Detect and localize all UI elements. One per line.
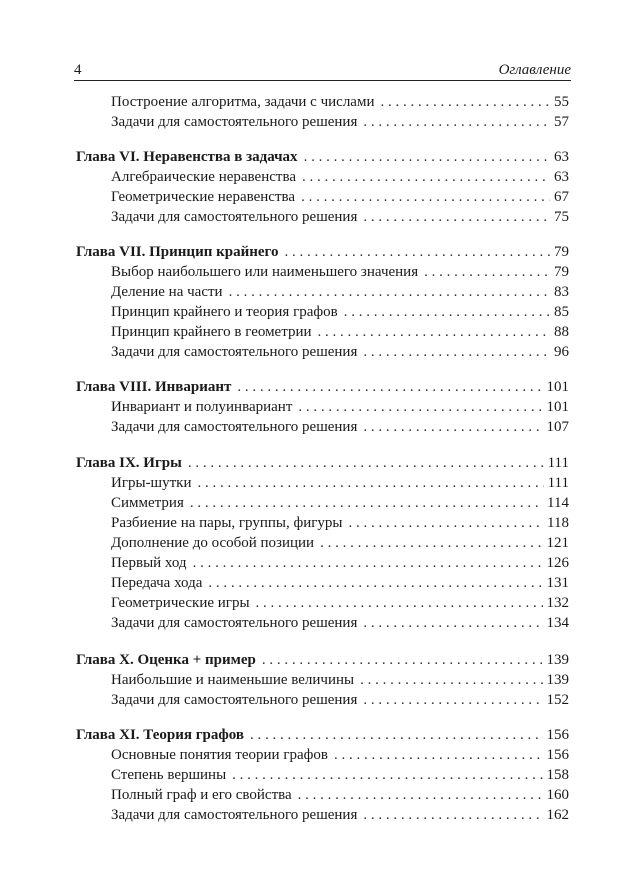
toc-entry-title: Передача хода: [111, 575, 203, 591]
toc-chapter-row: [76, 147, 569, 167]
dot-leader: [318, 322, 550, 342]
toc-page-number: 88: [554, 324, 569, 340]
toc-page-number: 111: [547, 475, 569, 491]
dot-leader: [256, 593, 543, 613]
toc-entry-title: Задачи для самостоятельного решения: [111, 209, 358, 225]
dot-leader: [304, 147, 550, 167]
toc-page-number: 131: [546, 575, 569, 591]
toc-page-number: 107: [546, 419, 569, 435]
toc-section-row: [111, 493, 569, 513]
toc-section-row: [111, 573, 569, 593]
toc-entry-title: Задачи для самостоятельного решения: [111, 344, 358, 360]
toc-page-number: 67: [554, 189, 569, 205]
toc-chapter-row: [76, 650, 569, 670]
toc-section-row: [111, 322, 569, 342]
toc-page-number: 85: [554, 304, 569, 320]
toc-page-number: 75: [554, 209, 569, 225]
toc-page-number: 96: [554, 344, 569, 360]
dot-leader: [298, 785, 543, 805]
toc-page-number: 55: [554, 94, 569, 110]
dot-leader: [380, 92, 550, 112]
toc-entry-title: Геометрические игры: [111, 595, 250, 611]
toc-page-number: 63: [554, 169, 569, 185]
toc-page-number: 134: [546, 615, 569, 631]
toc-entry-title: Полный граф и его свойства: [111, 787, 292, 803]
toc-entry-title: Глава VII. Принцип крайнего: [76, 244, 279, 260]
dot-leader: [363, 613, 542, 633]
toc-section-row: [111, 417, 569, 437]
page-number: 4: [74, 62, 82, 78]
toc-section-row: [111, 187, 569, 207]
toc-section-row: [111, 167, 569, 187]
toc-entry-title: Глава XI. Теория графов: [76, 727, 244, 743]
dot-leader: [298, 397, 542, 417]
dot-leader: [193, 553, 543, 573]
toc-section-row: [111, 553, 569, 573]
toc-entry-title: Разбиение на пары, группы, фигуры: [111, 515, 343, 531]
dot-leader: [344, 302, 550, 322]
toc-page-number: 83: [554, 284, 569, 300]
dot-leader: [334, 745, 543, 765]
toc-entry-title: Основные понятия теории графов: [111, 747, 328, 763]
toc-page-number: 158: [546, 767, 569, 783]
toc-page-number: 79: [554, 244, 569, 260]
toc-page-number: 126: [546, 555, 569, 571]
toc-chapter-row: [76, 242, 569, 262]
toc-section-row: [111, 342, 569, 362]
toc-section-row: [111, 513, 569, 533]
toc-page-number: 101: [546, 399, 569, 415]
toc-entry-title: Игры-шутки: [111, 475, 192, 491]
toc-section-row: [111, 112, 569, 132]
dot-leader: [348, 513, 543, 533]
dot-leader: [190, 493, 543, 513]
dot-leader: [360, 670, 542, 690]
toc-section-row: [111, 785, 569, 805]
toc-chapter-row: [76, 377, 569, 397]
toc-entry-title: Геометрические неравенства: [111, 189, 296, 205]
toc-page-number: 79: [554, 264, 569, 280]
dot-leader: [363, 417, 542, 437]
toc-entry-title: Принцип крайнего и теория графов: [111, 304, 338, 320]
toc-entry-title: Глава IX. Игры: [76, 455, 182, 471]
toc-page-number: 156: [546, 727, 569, 743]
toc-page-number: 63: [554, 149, 569, 165]
toc-page-number: 111: [547, 455, 569, 471]
toc-page-number: 132: [546, 595, 569, 611]
toc-page-number: 160: [546, 787, 569, 803]
dot-leader: [237, 377, 542, 397]
toc-section-row: [111, 262, 569, 282]
dot-leader: [363, 805, 542, 825]
dot-leader: [320, 533, 542, 553]
toc-entry-title: Дополнение до особой позиции: [111, 535, 315, 551]
toc-entry-title: Принцип крайнего в геометрии: [111, 324, 312, 340]
toc-page-number: 162: [546, 807, 569, 823]
dot-leader: [197, 473, 543, 493]
dot-leader: [363, 207, 550, 227]
toc-entry-title: Глава VIII. Инвариант: [76, 379, 232, 395]
toc-section-row: [111, 533, 569, 553]
dot-leader: [363, 112, 550, 132]
toc-entry-title: Инвариант и полуинвариант: [111, 399, 293, 415]
toc-entry-title: Глава VI. Неравенства в задачах: [76, 149, 298, 165]
toc-entry-title: Наибольшие и наименьшие величины: [111, 672, 355, 688]
running-title: Оглавление: [498, 62, 571, 78]
dot-leader: [301, 187, 550, 207]
toc-entry-title: Задачи для самостоятельного решения: [111, 114, 358, 130]
toc-page-number: 139: [546, 652, 569, 668]
toc-entry-title: Симметрия: [111, 495, 184, 511]
toc-chapter-row: [76, 725, 569, 745]
toc-section-row: [111, 765, 569, 785]
toc-entry-title: Задачи для самостоятельного решения: [111, 615, 358, 631]
dot-leader: [208, 573, 542, 593]
toc-entry-title: Степень вершины: [111, 767, 227, 783]
dot-leader: [262, 650, 543, 670]
toc-page-number: 101: [546, 379, 569, 395]
toc-entry-title: Глава X. Оценка + пример: [76, 652, 256, 668]
toc-section-row: [111, 690, 569, 710]
dot-leader: [363, 342, 550, 362]
toc-chapter-row: [76, 453, 569, 473]
dot-leader: [363, 690, 542, 710]
toc-section-row: [111, 593, 569, 613]
toc-section-row: [111, 207, 569, 227]
toc-entry-title: Построение алгоритма, задачи с числами: [111, 94, 375, 110]
toc-page-number: 121: [546, 535, 569, 551]
toc-section-row: [111, 282, 569, 302]
toc-page-number: 156: [546, 747, 569, 763]
toc-section-row: [111, 397, 569, 417]
toc-entry-title: Задачи для самостоятельного решения: [111, 807, 358, 823]
toc-page-number: 139: [546, 672, 569, 688]
toc-section-row: [111, 745, 569, 765]
toc-section-row: [111, 613, 569, 633]
dot-leader: [250, 725, 543, 745]
toc-page-number: 152: [546, 692, 569, 708]
dot-leader: [424, 262, 550, 282]
toc-entry-title: Первый ход: [111, 555, 187, 571]
toc-page-number: 57: [554, 114, 569, 130]
toc-section-row: [111, 302, 569, 322]
dot-leader: [232, 765, 542, 785]
toc-section-row: [111, 805, 569, 825]
toc-entry-title: Выбор наибольшего или наименьшего значения: [111, 264, 419, 280]
toc-entry-title: Задачи для самостоятельного решения: [111, 419, 358, 435]
toc-section-row: [111, 473, 569, 493]
toc-section-row: [111, 670, 569, 690]
toc-section-row: [111, 92, 569, 112]
toc-entry-title: Задачи для самостоятельного решения: [111, 692, 358, 708]
dot-leader: [284, 242, 550, 262]
toc-entry-title: Алгебраические неравенства: [111, 169, 296, 185]
toc-page-number: 114: [547, 495, 569, 511]
dot-leader: [188, 453, 544, 473]
toc-page-number: 118: [547, 515, 569, 531]
dot-leader: [302, 167, 550, 187]
dot-leader: [229, 282, 550, 302]
toc-entry-title: Деление на части: [111, 284, 223, 300]
